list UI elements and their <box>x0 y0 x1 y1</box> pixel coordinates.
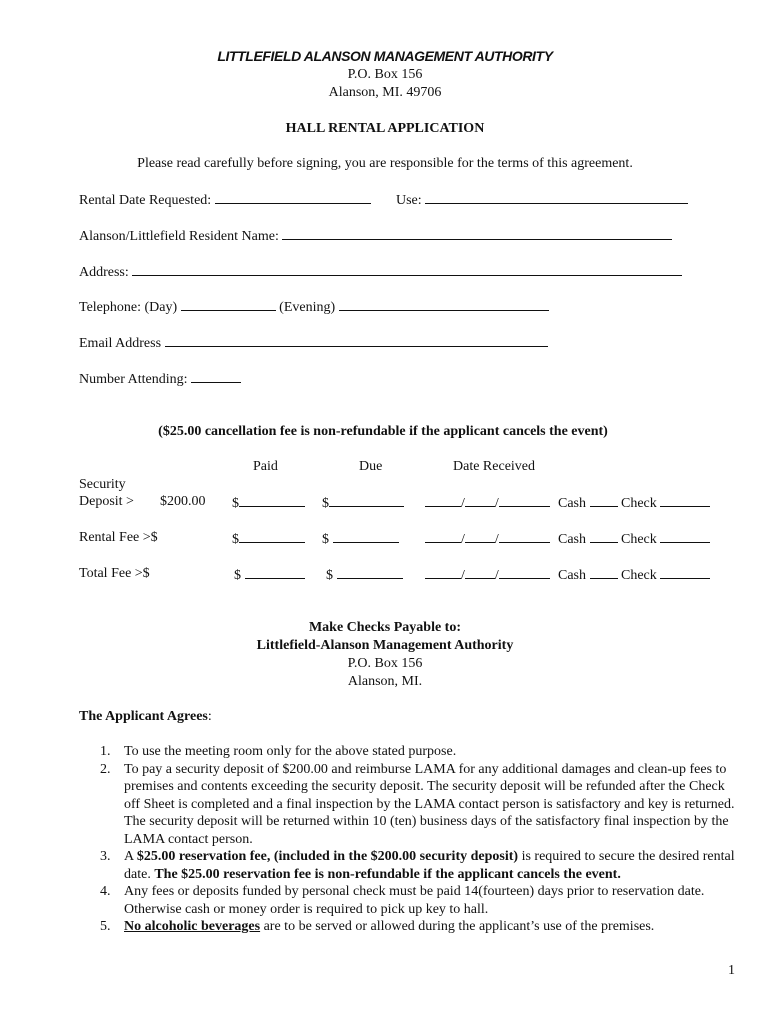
list-item-text: To pay a security deposit of $200.00 and reimburse LAMA for any additional damages and clean-up fees to premises and contents exceeding the security deposit. The security deposit will be refunded after the Check off Sheet is completed and a final inspection by the LAMA contact person is satisfactory and key is returned. The security deposit will be returned within 10 (ten) business days of the satisfactory final inspection by the LAMA contact person. <box>124 761 735 847</box>
date-year-blank[interactable] <box>499 494 550 507</box>
date-day-blank[interactable] <box>465 530 495 543</box>
payable-org: Littlefield-Alanson Management Authority <box>256 638 514 653</box>
telephone-evening-label: (Evening) <box>279 300 336 315</box>
rental-date-label: Rental Date Requested: <box>79 193 212 208</box>
date-slash: / <box>461 568 465 583</box>
rental-paid <box>232 530 305 548</box>
use-field <box>396 191 688 209</box>
security-paid <box>232 494 305 512</box>
date-year-blank[interactable] <box>499 566 550 579</box>
cash-blank[interactable] <box>590 566 618 579</box>
list-item-text-a: A <box>124 849 137 864</box>
col-header-due: Due <box>359 459 383 474</box>
col-header-paid: Paid <box>253 459 278 474</box>
list-item <box>100 918 740 936</box>
resident-name-label: Alanson/Littlefield Resident Name: <box>79 229 279 244</box>
cash-blank[interactable] <box>590 494 618 507</box>
date-slash: / <box>461 532 465 547</box>
list-item-text-d: The $25.00 reservation fee is non-refundable if the applicant cancels the event. <box>154 866 621 882</box>
security-label-line1: Security <box>79 477 126 492</box>
list-item-text-a: No alcoholic beverages <box>124 919 261 934</box>
list-item-text: Any fees or deposits funded by personal check must be paid 14(fourteen) days prior to reservation date. Otherwise cash or money order is required to pick up key to hall. <box>124 884 705 917</box>
check-label: Check <box>621 496 657 511</box>
telephone-day-label: Telephone: (Day) <box>79 300 178 315</box>
date-day-blank[interactable] <box>465 566 495 579</box>
check-label: Check <box>621 568 657 583</box>
cancellation-note: ($25.00 cancellation fee is non-refundable if the applicant cancels the event) <box>158 424 608 439</box>
total-paid-blank[interactable] <box>245 566 305 579</box>
security-label-line2: Deposit > <box>79 494 134 509</box>
date-month-blank[interactable] <box>425 530 461 543</box>
telephone-field <box>79 298 549 316</box>
number-attending-field <box>79 370 241 388</box>
security-paid-blank[interactable] <box>239 494 305 507</box>
header-po-box: P.O. Box 156 <box>347 67 423 82</box>
date-year-blank[interactable] <box>499 530 550 543</box>
dollar-sign: $ <box>232 532 239 547</box>
date-month-blank[interactable] <box>425 494 461 507</box>
rental-payment-method <box>558 530 710 548</box>
security-due <box>322 494 404 512</box>
list-item-text: To use the meeting room only for the above stated purpose. <box>124 744 457 759</box>
security-date <box>425 494 550 512</box>
email-label: Email Address <box>79 336 162 351</box>
list-item <box>100 761 740 849</box>
agrees-heading-colon: : <box>207 709 212 724</box>
payable-po-box: P.O. Box 156 <box>347 656 423 671</box>
rental-date-field <box>79 191 371 209</box>
resident-name-field <box>79 227 672 245</box>
dollar-sign: $ <box>326 568 333 583</box>
rental-paid-blank[interactable] <box>239 530 305 543</box>
col-header-date-received: Date Received <box>453 459 536 474</box>
cash-blank[interactable] <box>590 530 618 543</box>
total-paid <box>234 566 305 584</box>
date-day-blank[interactable] <box>465 494 495 507</box>
date-slash: / <box>494 496 499 511</box>
rental-date-blank[interactable] <box>215 191 371 204</box>
list-item-text-c: is required to secure the desired rental date. <box>124 849 735 882</box>
agrees-heading-text: The Applicant Agrees <box>79 709 208 724</box>
list-item-text-b: are to be served or allowed during the applicant’s use of the premises. <box>260 919 655 934</box>
dollar-sign: $ <box>322 532 329 547</box>
check-blank[interactable] <box>660 566 710 579</box>
notice-text: Please read carefully before signing, you are responsible for the terms of this agreement. <box>137 156 633 171</box>
check-label: Check <box>621 532 657 547</box>
payable-city: Alanson, MI. <box>347 674 423 689</box>
list-number: 1. <box>100 744 111 759</box>
address-field <box>79 263 682 281</box>
list-number: 4. <box>100 884 111 899</box>
page-number: 1 <box>728 963 735 978</box>
list-item <box>100 848 740 883</box>
cash-label: Cash <box>558 496 586 511</box>
email-blank[interactable] <box>165 334 548 347</box>
total-payment-method <box>558 566 710 584</box>
agrees-heading <box>79 709 212 725</box>
number-attending-label: Number Attending: <box>79 372 188 387</box>
rental-due <box>322 530 399 548</box>
use-label: Use: <box>396 193 422 208</box>
dollar-sign: $ <box>234 568 241 583</box>
agreement-list <box>100 743 740 936</box>
email-field <box>79 334 548 352</box>
telephone-day-blank[interactable] <box>181 298 276 311</box>
list-item <box>100 743 740 761</box>
check-blank[interactable] <box>660 494 710 507</box>
check-blank[interactable] <box>660 530 710 543</box>
date-slash: / <box>494 532 499 547</box>
security-payment-method <box>558 494 710 512</box>
rental-date <box>425 530 550 548</box>
security-amount: $200.00 <box>160 494 206 509</box>
list-item-text-b: $25.00 reservation fee, (included in the $200.00 security deposit) <box>136 849 519 864</box>
page-title: HALL RENTAL APPLICATION <box>285 121 485 136</box>
payable-heading: Make Checks Payable to: <box>308 620 462 635</box>
dollar-sign: $ <box>232 496 239 511</box>
date-slash: / <box>494 568 499 583</box>
cash-label: Cash <box>558 532 586 547</box>
address-label: Address: <box>79 265 129 280</box>
organization-name: LITTLEFIELD ALANSON MANAGEMENT AUTHORITY <box>217 48 553 64</box>
rental-due-blank[interactable] <box>333 530 399 543</box>
rental-fee-label: Rental Fee >$ <box>79 530 158 545</box>
dollar-sign: $ <box>322 496 329 511</box>
cash-label: Cash <box>558 568 586 583</box>
list-number: 3. <box>100 849 111 864</box>
list-number: 2. <box>100 761 111 777</box>
number-attending-blank[interactable] <box>191 370 241 383</box>
header-city: Alanson, MI. 49706 <box>328 85 442 100</box>
address-blank[interactable] <box>132 263 682 276</box>
total-fee-label: Total Fee >$ <box>79 566 150 581</box>
use-blank[interactable] <box>425 191 688 204</box>
total-date <box>425 566 550 584</box>
resident-name-blank[interactable] <box>282 227 672 240</box>
total-due <box>326 566 403 584</box>
total-due-blank[interactable] <box>337 566 403 579</box>
list-number: 5. <box>100 919 111 934</box>
date-slash: / <box>461 496 465 511</box>
security-due-blank[interactable] <box>329 494 404 507</box>
telephone-evening-blank[interactable] <box>339 298 549 311</box>
date-month-blank[interactable] <box>425 566 461 579</box>
list-item <box>100 883 740 918</box>
